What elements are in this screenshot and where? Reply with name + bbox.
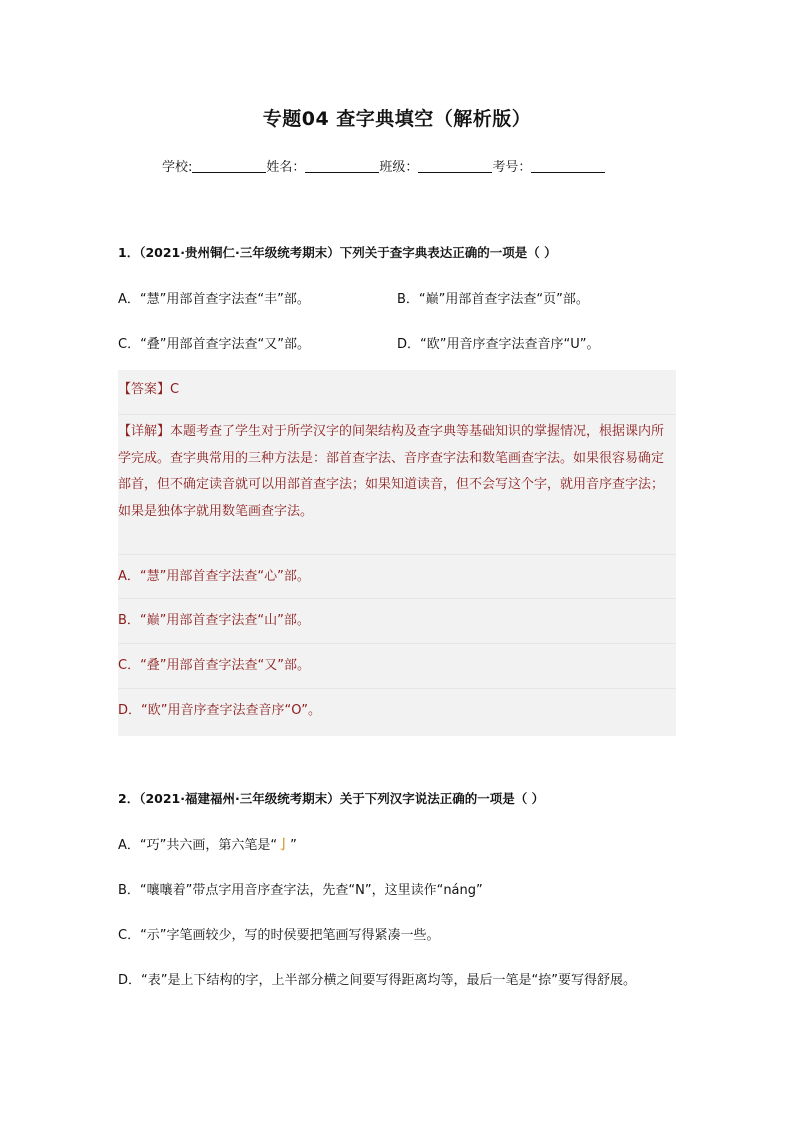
divider [118, 643, 676, 644]
divider [118, 688, 676, 689]
class-label: 班级： [379, 160, 419, 175]
q2-option-a [118, 834, 297, 853]
hook-stroke-glyph: 亅 [277, 838, 291, 853]
q1-answer [118, 378, 179, 397]
q2-option-a-text: A．“巧”共六画，第六笔是“ [118, 838, 278, 853]
q1-explain-b: B．“巅”用部首查字法查“山”部。 [118, 613, 310, 628]
q1-option-d: D．“欧”用音序查字法查音序“U”。 [397, 337, 600, 352]
divider [118, 554, 676, 555]
name-blank [305, 160, 379, 173]
q1-explain-d: D．“欧”用音序查字法查音序“O”。 [118, 703, 321, 718]
q2-option-b: B．“嚷嚷着”带点字用音序查字法，先查“N”，这里读作“náng” [118, 883, 483, 898]
name-label: 姓名： [266, 160, 306, 175]
answer-value: C [170, 382, 180, 397]
question-1-head: 1．（2021·贵州铜仁·三年级统考期末）下列关于查字典表达正确的一项是（ ） [118, 245, 557, 260]
school-blank [192, 160, 266, 173]
q1-explain-a: A．“慧”用部首查字法查“心”部。 [118, 569, 310, 584]
q2-option-a-close: ” [290, 838, 297, 853]
q1-explain-c: C．“叠”用部首查字法查“又”部。 [118, 658, 311, 673]
q2-option-d: D．“表”是上下结构的字，上半部分横之间要写得距离均等，最后一笔是“捺”要写得舒展。 [118, 973, 636, 988]
detail-text: 本题考查了学生对于所学汉字的间架结构及查字典等基础知识的掌握情况，根据课内所学完成。查字典常用的三种方法是：部首查字法、音序查字法和数笔画查字法。如果很容易确定部首，但不确定读音就可以用部首查字法；如果知道读音，但不会写这个字，就用音序查字法；如果是独体字就用数笔画查字法。 [118, 424, 665, 519]
q1-option-a: A．“慧”用部首查字法查“丰”部。 [118, 292, 310, 307]
class-blank [418, 160, 492, 173]
student-info-line [162, 156, 605, 175]
question-2-head: 2．（2021·福建福州·三年级统考期末）关于下列汉字说法正确的一项是（ ） [118, 791, 545, 806]
exam-no-label: 考号： [492, 160, 532, 175]
exam-no-blank [531, 160, 605, 173]
q1-detail [118, 419, 676, 525]
school-label: 学校: [162, 160, 193, 175]
divider [118, 414, 676, 415]
q2-option-c: C．“示”字笔画较少，写的时侯要把笔画写得紧凑一些。 [118, 928, 440, 943]
detail-tag: 【详解】 [118, 424, 171, 439]
page-title: 专题04 查字典填空（解析版） [262, 108, 532, 130]
q1-option-c: C．“叠”用部首查字法查“又”部。 [118, 337, 311, 352]
q1-option-b: B．“巅”用部首查字法查“页”部。 [397, 292, 589, 307]
divider [118, 598, 676, 599]
answer-tag: 【答案】 [118, 382, 171, 397]
